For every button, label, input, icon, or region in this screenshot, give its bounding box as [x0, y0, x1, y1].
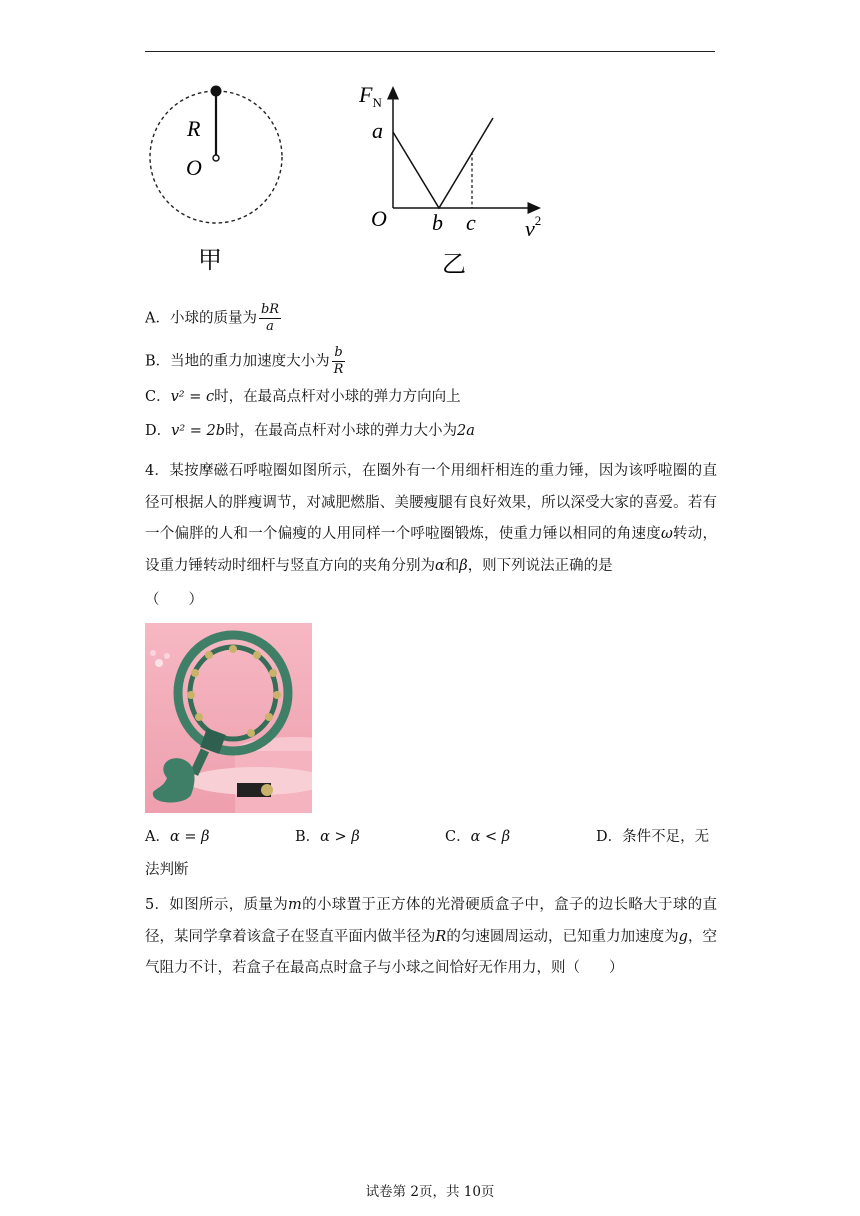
label-R: R [187, 116, 201, 141]
label-O: O [371, 206, 387, 231]
q3-option-a: A．小球的质量为 $\frac{bR}{a}$ [145, 302, 280, 334]
q3-option-c: C．v² = c时，在最高点杆对小球的弹力方向向上 [145, 389, 461, 405]
q4-option-d-continued: 法判断 [145, 862, 189, 878]
fn-curve [393, 118, 493, 208]
q4-option-a: A．α = β [145, 829, 210, 845]
label-O: O [186, 155, 202, 180]
label-b: b [432, 210, 443, 235]
q5-stem: 5．如图所示，质量为m的小球置于正方体的光滑硬质盒子中，盒子的边长略大于球的直径，某同学拿着该盒子在竖直平面内做半径为R的匀速圆周运动，已知重力加速度为g，空气阻力不计，若盒子在最高点时盒子与小球之间恰好无作用力，则（ ） [145, 897, 718, 976]
header-rule [145, 51, 715, 52]
page-footer: 试卷第 2页，共 10页 [365, 1184, 495, 1200]
label-FN: $F_N$ [359, 82, 382, 110]
q4-option-c: C．α < β [445, 829, 511, 845]
label-c: c [466, 210, 476, 235]
caption-jia: 甲 [198, 246, 222, 274]
label-v2: $v^2$ [525, 213, 542, 241]
caption-yi: 乙 [442, 250, 466, 278]
q4-stem: 4．某按摩磁石呼啦圈如图所示，在圈外有一个用细杆相连的重力锤，因为该呼啦圈的直径可根据人的胖瘦调节，对减肥燃脂、美腰瘦腿有良好效果，所以深受大家的喜爱。若有一个偏胖的人和一个偏瘦的人用同样一个呼啦圈锻炼，使重力锤以相同的角速度ω转动，设重力锤转动时细杆与竖直方向的夹角分别为α和β，则下列说法正确的是 [145, 463, 718, 574]
label-a: a [372, 118, 383, 143]
q3-option-d: D．v² = 2b时，在最高点杆对小球的弹力大小为2a [145, 423, 475, 439]
hula-hoop-photo [145, 623, 312, 813]
pivot [213, 155, 219, 161]
figure-jia [140, 80, 300, 280]
q4-option-b: B．α > β [295, 829, 360, 845]
q4-option-d: D．条件不足，无 [596, 829, 710, 845]
q3-option-b: B．当地的重力加速度大小为 $\frac{b}{R}$ [145, 345, 344, 377]
q4-blank: （ ） [145, 592, 203, 608]
ball [211, 86, 222, 97]
figure-yi [355, 78, 565, 283]
